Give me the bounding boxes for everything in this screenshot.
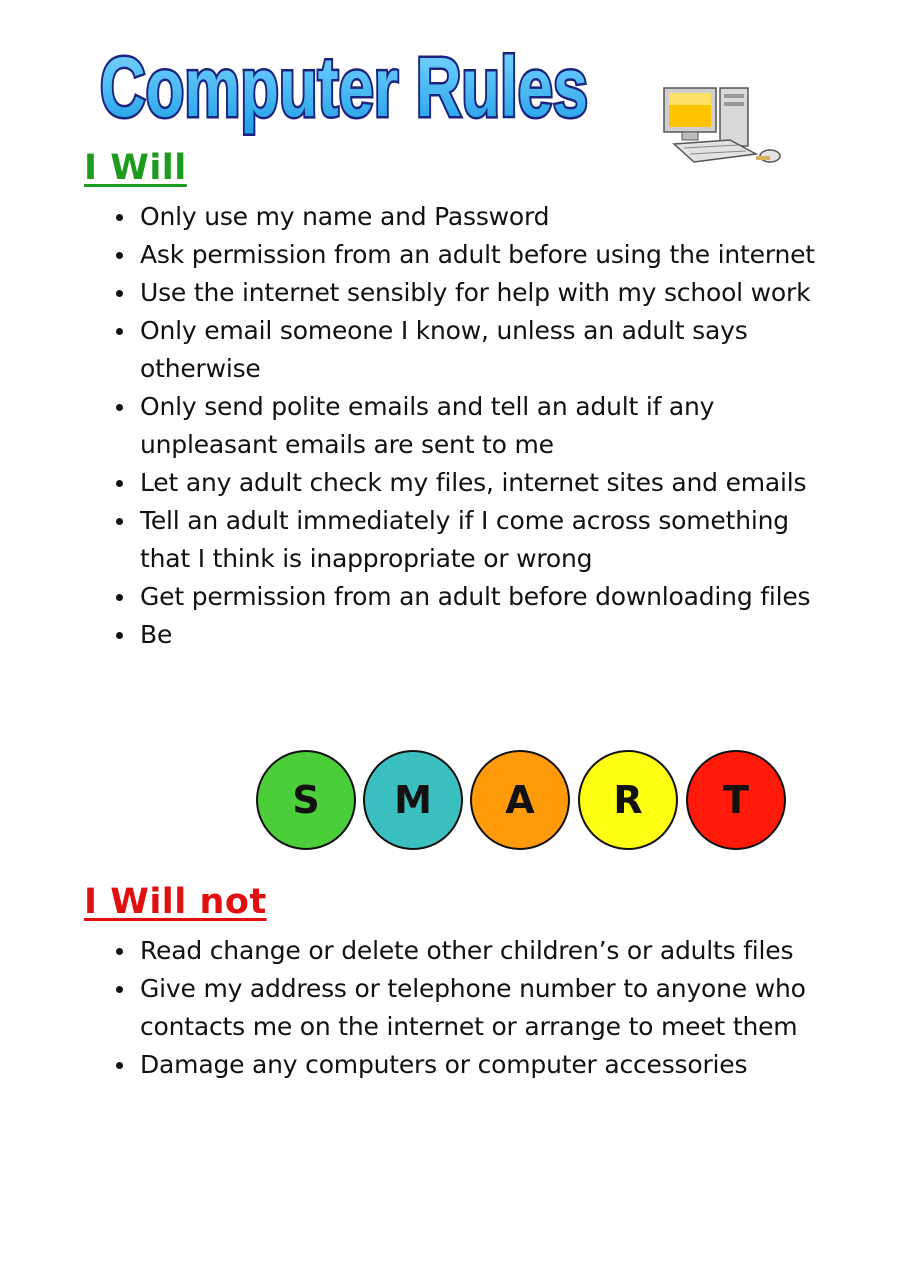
smart-circle-m (363, 750, 463, 850)
computer-icon (660, 82, 786, 174)
list-item: Read change or delete other children’s or adults files (140, 932, 840, 970)
smart-circles (256, 750, 790, 850)
list-item: Damage any computers or computer accessories (140, 1046, 840, 1084)
smart-letter: T (723, 778, 749, 822)
will-list (140, 198, 840, 654)
list-item: Be (140, 616, 840, 654)
will-not-list (140, 932, 840, 1084)
smart-circle-s (256, 750, 356, 850)
list-item: Only use my name and Password (140, 198, 840, 236)
smart-letter: S (292, 778, 320, 822)
page-title (98, 28, 598, 138)
will-not-heading: I Will not (84, 882, 267, 922)
list-item: Tell an adult immediately if I come across something that I think is inappropriate or wrong (140, 502, 840, 578)
list-item: Use the internet sensibly for help with my school work (140, 274, 840, 312)
smart-letter: R (613, 778, 643, 822)
smart-circle-r (578, 750, 678, 850)
smart-circle-a (470, 750, 570, 850)
smart-letter: M (394, 778, 432, 822)
smart-circle-t (686, 750, 786, 850)
will-heading: I Will (84, 148, 187, 188)
list-item: Get permission from an adult before downloading files (140, 578, 840, 616)
list-item: Only email someone I know, unless an adult says otherwise (140, 312, 840, 388)
list-item: Only send polite emails and tell an adult if any unpleasant emails are sent to me (140, 388, 840, 464)
list-item: Give my address or telephone number to anyone who contacts me on the internet or arrange to meet them (140, 970, 840, 1046)
list-item: Ask permission from an adult before using the internet (140, 236, 840, 274)
list-item: Let any adult check my files, internet sites and emails (140, 464, 840, 502)
smart-letter: A (505, 778, 535, 822)
page-title-text: Computer Rules (100, 40, 588, 134)
